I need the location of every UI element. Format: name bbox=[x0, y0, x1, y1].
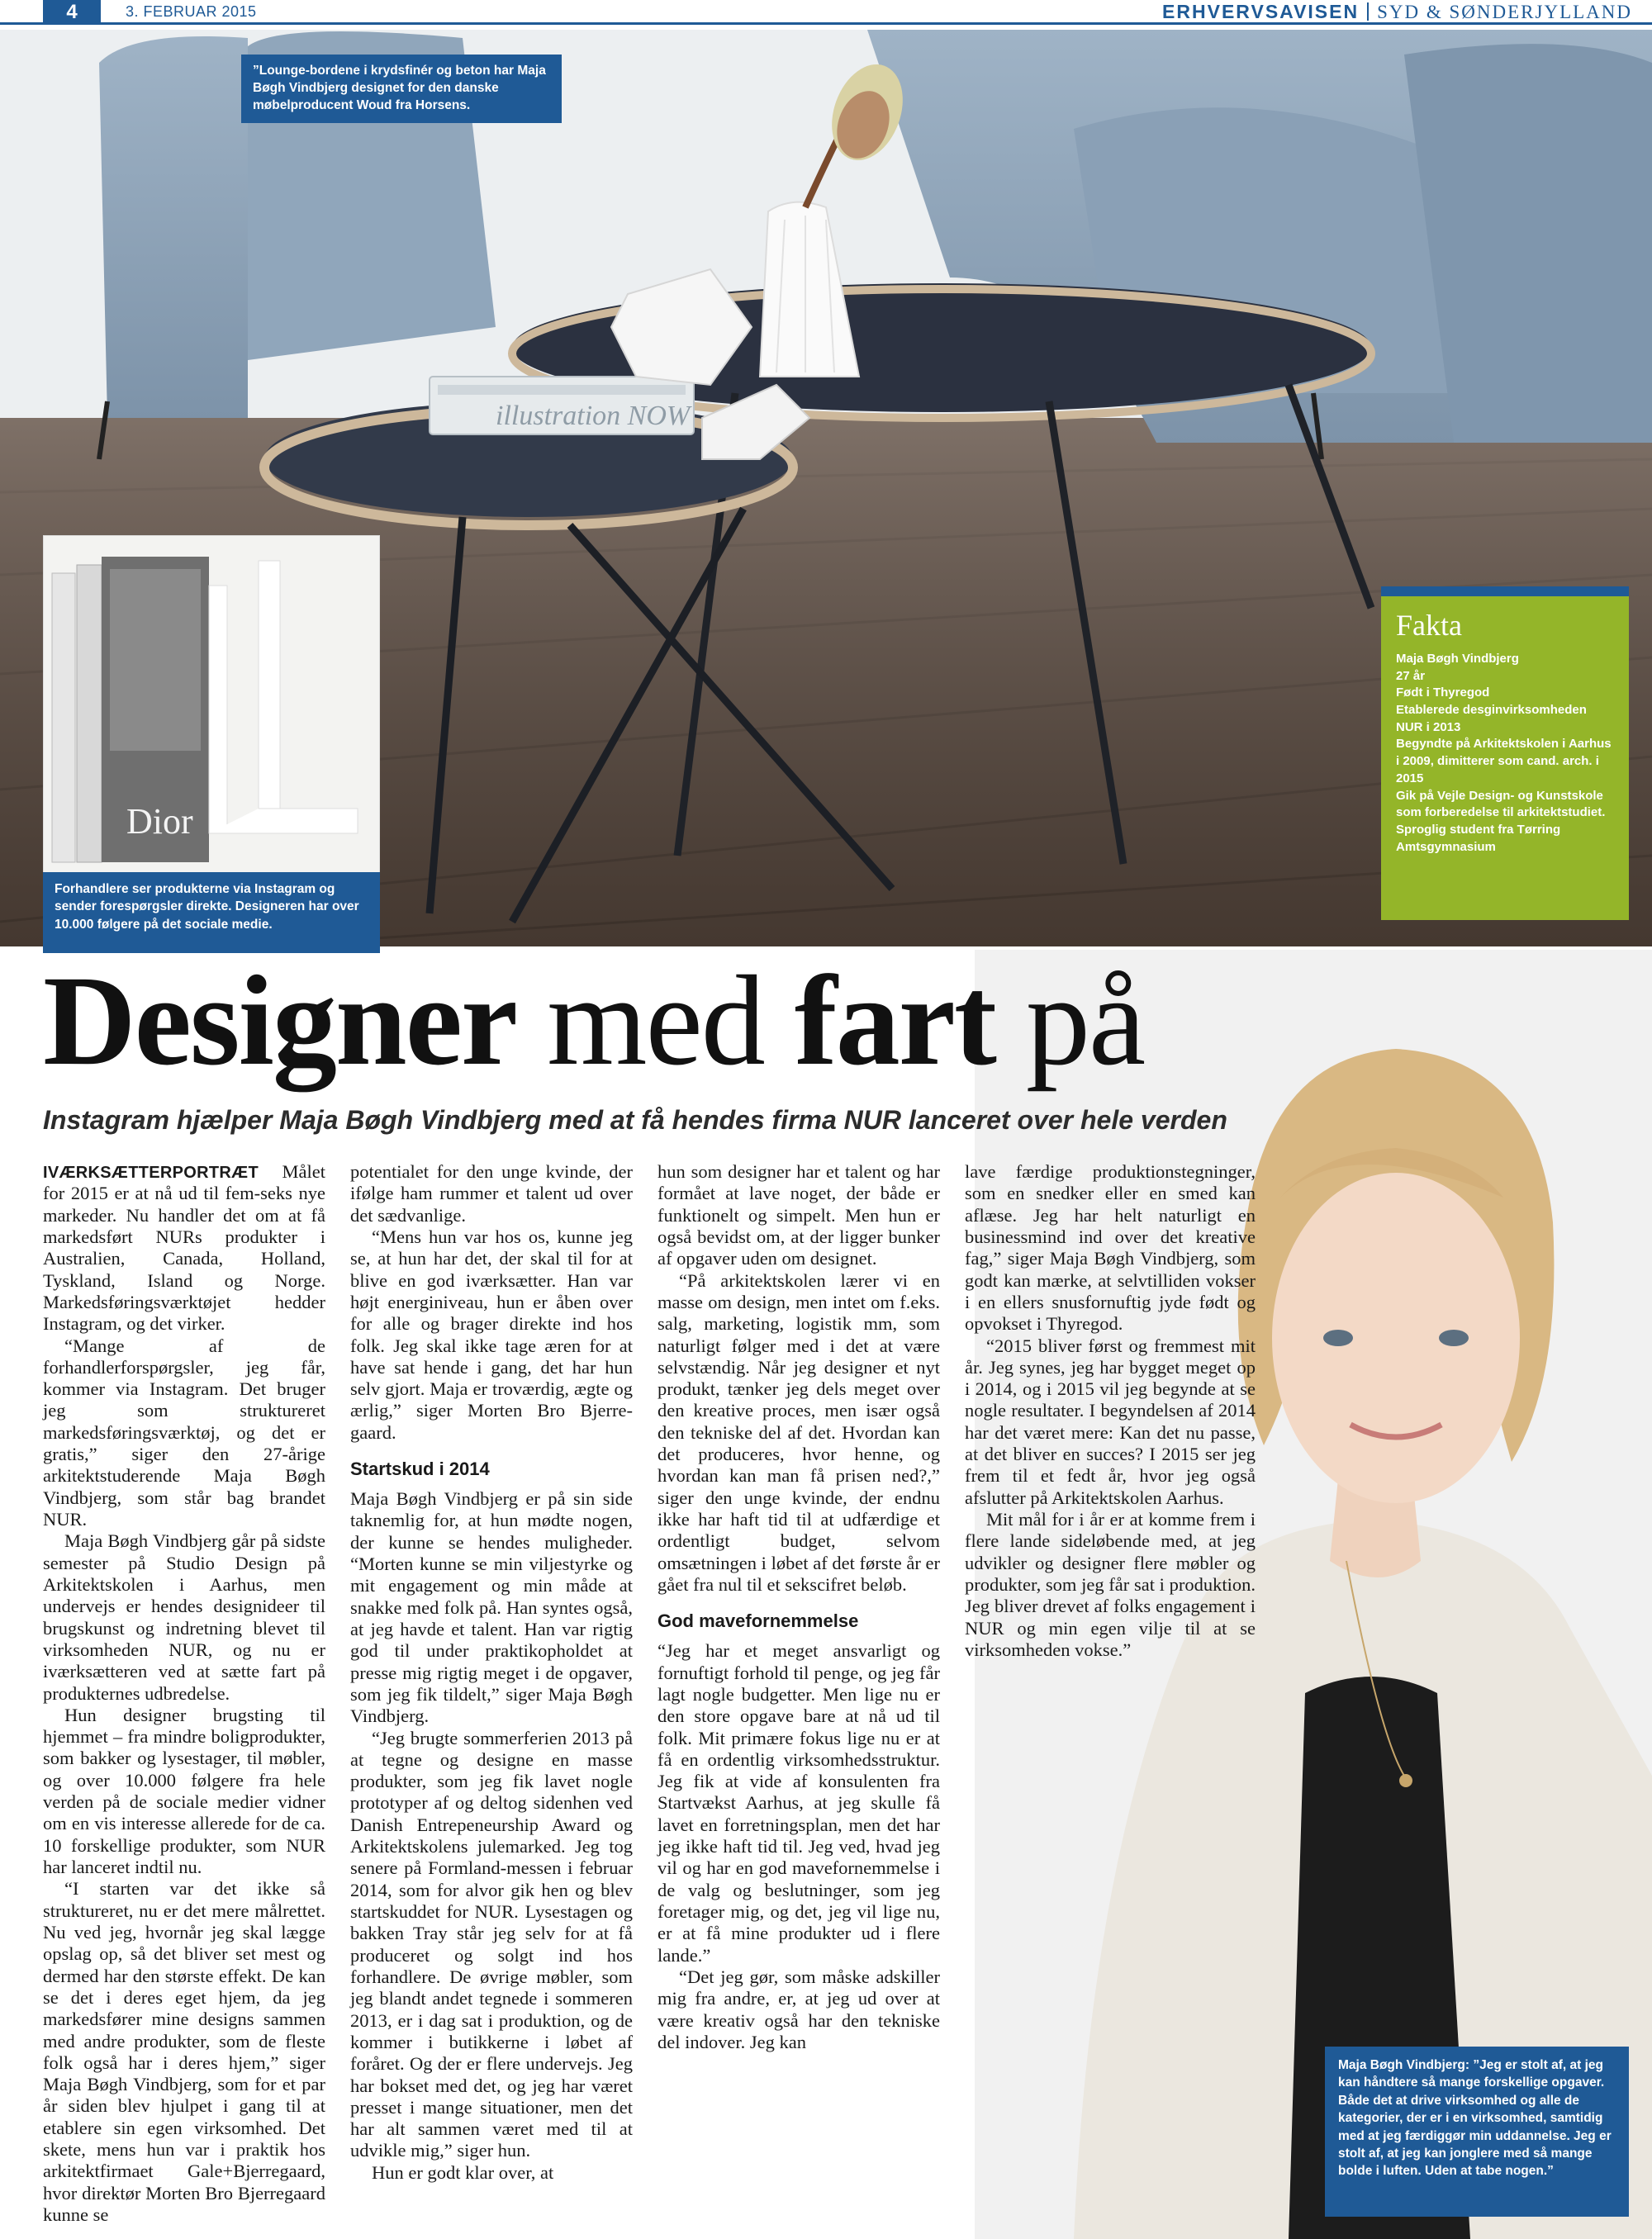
masthead bbox=[1162, 0, 1632, 25]
masthead-title: ERHVERVSAVISEN bbox=[1162, 1, 1360, 22]
masthead-divider bbox=[1367, 2, 1369, 21]
headline-word-4: på bbox=[1025, 949, 1145, 1092]
article-paragraph: Mit mål for i år er at komme frem i flere lande sideløbende med, at jeg udvikler og designer flere møbler og produkter, som jeg får sat i produktion. Jeg bliver drevet af folks engagement i NUR og min egen vilje til at se virksomheden vokse.” bbox=[965, 1509, 1256, 1660]
article-paragraph: potentialet for den unge kvinde, der ifølge ham rummer et talent ud over det sædvanlige. bbox=[350, 1161, 633, 1226]
section-heading: God mavefornemmelse bbox=[657, 1610, 859, 1632]
article-paragraph: “2015 bliver først og fremmest mit år. Jeg synes, jeg har bygget meget op i 2014, og i 2015 vil jeg begynde at se nogle resultater. I begyndelsen af 2014 har det været mere: Kan det nu passe, at det bliver en succes? I 2015 ser jeg frem til et fedt år, hvor jeg også afslutter på Arkitektskolen Aarhus. bbox=[965, 1335, 1256, 1508]
fakta-line: Maja Bøgh Vindbjerg bbox=[1396, 652, 1519, 666]
headline-word-1: Designer bbox=[43, 949, 517, 1092]
paragraph-text: Målet for 2015 er at nå ud til fem-seks nye markeder. Nu handler det om at få markedsført NURs produkter i Australien, Canada, Holland, Tyskland, Island og Norge. Markedsføringsværktøjet hedder Instagram, og det virker. bbox=[43, 1161, 325, 1335]
article-column-1 bbox=[43, 1161, 325, 2226]
article-paragraph: Maja Bøgh Vindbjerg er på sin side taknemlig for, at hun mødte nogen, der kunne se hendes muligheder. “Morten kunne se min viljestyrke og mit engagement og min måde at snakke med folk på. Han syntes også, at jeg havde et talent. Han var rigtig god til under praktikopholdet at presse mig rigtig meget i de opgaver, som jeg fik tildelt,” siger Maja Bøgh Vindbjerg. bbox=[350, 1488, 633, 1727]
section-kicker: IVÆRKSÆTTERPORTRÆT bbox=[43, 1164, 259, 1182]
dior-books-candleholder-illustration bbox=[44, 536, 380, 875]
fakta-line: 27 år bbox=[1396, 668, 1426, 683]
article-paragraph: Hun designer brugsting til hjemmet – fra mindre boligprodukter, som bakker og lysestager, til møbler, og over 10.000 følgere fra hele verden på de sociale medier vidner om en vis interesse allerede for de ca. 10 forskellige produkter, som NUR har lanceret indtil nu. bbox=[43, 1704, 325, 1877]
page-number: 4 bbox=[43, 0, 101, 25]
article-paragraph: “Jeg brugte sommerferien 2013 på at tegne og designe en masse produkter, som jeg fik lavet nogle prototyper af og deltog sidenhen ved Danish Entrepeneurship Award og Arkitektskolens julemarked. Jeg tog senere på Formland-messen i februar 2014, som for alvor gik hen og blev startskuddet for NUR. Lysestagen og bakken Tray står jeg selv for at få produceret og solgt ind hos forhandlere. De øvrige møbler, som jeg blandt andet tegnede i sommeren 2013, er i dag sat i produktion, og de kommer i butikkerne i løbet af foråret. Og der er flere undervejs. Jeg har bokset med det, og jeg har været presset i mange situationer, men det har alt sammen været med til at udvikle mig,” siger hun. bbox=[350, 1727, 633, 2161]
masthead-region: SYD & SØNDERJYLLAND bbox=[1377, 2, 1632, 22]
main-photo-caption: ”Lounge-bordene i krydsfinér og beton har Maja Bøgh Vindbjerg designet for den danske møbelproducent Woud fra Horsens. bbox=[241, 55, 562, 123]
section-heading: Startskud i 2014 bbox=[350, 1459, 490, 1480]
inset-photo-caption: Forhandlere ser produkterne via Instagram og sender forespørgsler direkte. Designeren har over 10.000 følgere på det sociale medie. bbox=[43, 872, 380, 953]
issue-date: 3. FEBRUAR 2015 bbox=[126, 3, 257, 20]
article-column-3 bbox=[657, 1161, 940, 2053]
article-paragraph bbox=[43, 1161, 325, 1335]
page-header bbox=[0, 0, 1652, 25]
dior-title: Dior bbox=[126, 801, 193, 842]
article-paragraph: “På arkitektskolen lærer vi en masse om design, men intet om f.eks. salg, marketing, logistik mm, som naturligt følger med i det at være selvstændig. Når jeg designer et nyt produkt, tænker jeg dels meget over den kreative proces, men især også den tekniske del af det. Hvordan kan det produceres, hvor henne, og hvordan kan man få prisen ned?,” siger den unge kvinde, der endnu ikke har haft tid til at udfærdige et ordentligt budget, selvom omsætningen i løbet af det første år er gået fra nul til et sekscifret beløb. bbox=[657, 1269, 940, 1595]
inset-photo bbox=[43, 535, 380, 875]
fakta-box bbox=[1381, 586, 1629, 920]
fakta-line: Født i Thyregod bbox=[1396, 685, 1490, 700]
article-paragraph: “I starten var det ikke så struktureret, nu er det mere målrettet. Nu ved jeg, hvornår jeg skal lægge opslag op, så det bliver set mest og dermed har den største effekt. De kan se det i deres eget hjem, da jeg markedsfører mine designs sammen med andre produkter, som de fleste folk også har i deres hjem,” siger Maja Bøgh Vindbjerg, som for et par år siden blev hjulpet i gang til at etablere sin egen virksomhed. Det skete, mens hun var i praktik hos arkitektfirmaet Gale+Bjerregaard, hvor direktør Morten Bro Bjerregaard kunne se bbox=[43, 1878, 325, 2225]
fakta-line: Sproglig student fra Tørring Amtsgymnasium bbox=[1396, 822, 1561, 854]
article-paragraph: Maja Bøgh Vindbjerg går på sidste semester på Studio Design på Arkitektskolen i Aarhus, men undervejs er hendes designideer til brugskunst og indretning blevet til virksomheden NUR, og nu er iværksætteren ved at sætte fart på produkternes udbredelse. bbox=[43, 1530, 325, 1704]
headline-word-2: med bbox=[547, 949, 764, 1092]
portrait-caption: Maja Bøgh Vindbjerg: ”Jeg er stolt af, at jeg kan håndtere så mange forskellige opgaver. Både det at drive virksomhed og alle de kategorier, der er i en virksomhed, samtidig med at jeg færdiggør min uddannelse. Jeg er stolt af, at jeg kan jonglere med så mange bolde i luften. Uden at tabe nogen.” bbox=[1325, 2047, 1629, 2217]
article-paragraph: “Mange af de forhandlerforspørgsler, jeg får, kommer via Instagram. Det bruger jeg som struktureret markedsføringsværktøj, og det er gratis,” siger den 27-årige arkitektstuderende Maja Bøgh Vindbjerg, som står bag brandet NUR. bbox=[43, 1335, 325, 1530]
article-column-4 bbox=[965, 1161, 1256, 1661]
article-paragraph: “Mens hun var hos os, kunne jeg se, at hun har det, der skal til for at blive en god iværksætter. Han var højt energiniveau, hun er åben over for alle og brager direkte ind hos folk. Jeg skal ikke tage æren for at have sat hende i gang, det har hun selv gjort. Maja er troværdig, ægte og ærlig,” siger Morten Bro Bjerre-gaard. bbox=[350, 1226, 633, 1443]
fakta-line: Begyndte på Arkitektskolen i Aarhus i 2009, dimitterer som cand. arch. i 2015 bbox=[1396, 737, 1612, 785]
book-spine-text: illustration NOW bbox=[496, 401, 691, 431]
headline-word-3: fart bbox=[794, 949, 995, 1092]
fakta-line: Gik på Vejle Design- og Kunstskole som forberedelse til arkitektstudiet. bbox=[1396, 788, 1606, 820]
article-paragraph: “Jeg har et meget ansvarligt og fornuftigt forhold til penge, og jeg får lagt nogle budgetter. Men lige nu er den store opgave bare at nå ud til folk. Mit primære fokus lige nu er at få en ordentlig virksomhedsstruktur. Jeg fik at vide af konsulenten fra Startvækst Aarhus, at jeg skulle få lavet en forretningsplan, men det har jeg ikke haft tid til. Jeg ved, hvad jeg vil og har en god mavefornemmelse i de valg og beslutninger, som jeg foretager mig, og det, jeg vil lige nu, er at få mine produkter ud i flere lande.” bbox=[657, 1640, 940, 1966]
article-column-2 bbox=[350, 1161, 633, 2184]
article-paragraph: lave færdige produktionstegninger, som en snedker eller en smed kan aflæse. Jeg har helt naturligt en businessmind ind over det kreative fag,” siger Maja Bøgh Vindbjerg, som godt kan mærke, at selvtilliden vokser i en ellers snusfornuftig jyde født og opvokset i Thyregod. bbox=[965, 1161, 1256, 1335]
article-paragraph: hun som designer har et talent og har formået at lave noget, der både er funktionelt og simpelt. Men hun er også bevidst om, at der ligger bunker af opgaver uden om designet. bbox=[657, 1161, 940, 1269]
article-paragraph: Hun er godt klar over, at bbox=[372, 2161, 554, 2183]
headline bbox=[43, 949, 1145, 1092]
article-paragraph: “Det jeg gør, som måske adskiller mig fra andre, er, at jeg ud over at være kreativ også har den tekniske del indover. Jeg kan bbox=[657, 1966, 940, 2052]
fakta-line: Etablerede desginvirksomheden NUR i 2013 bbox=[1396, 703, 1587, 734]
subheadline: Instagram hjælper Maja Bøgh Vindbjerg med at få hendes firma NUR lanceret over hele verden bbox=[43, 1105, 1227, 1135]
fakta-title: Fakta bbox=[1396, 609, 1462, 642]
